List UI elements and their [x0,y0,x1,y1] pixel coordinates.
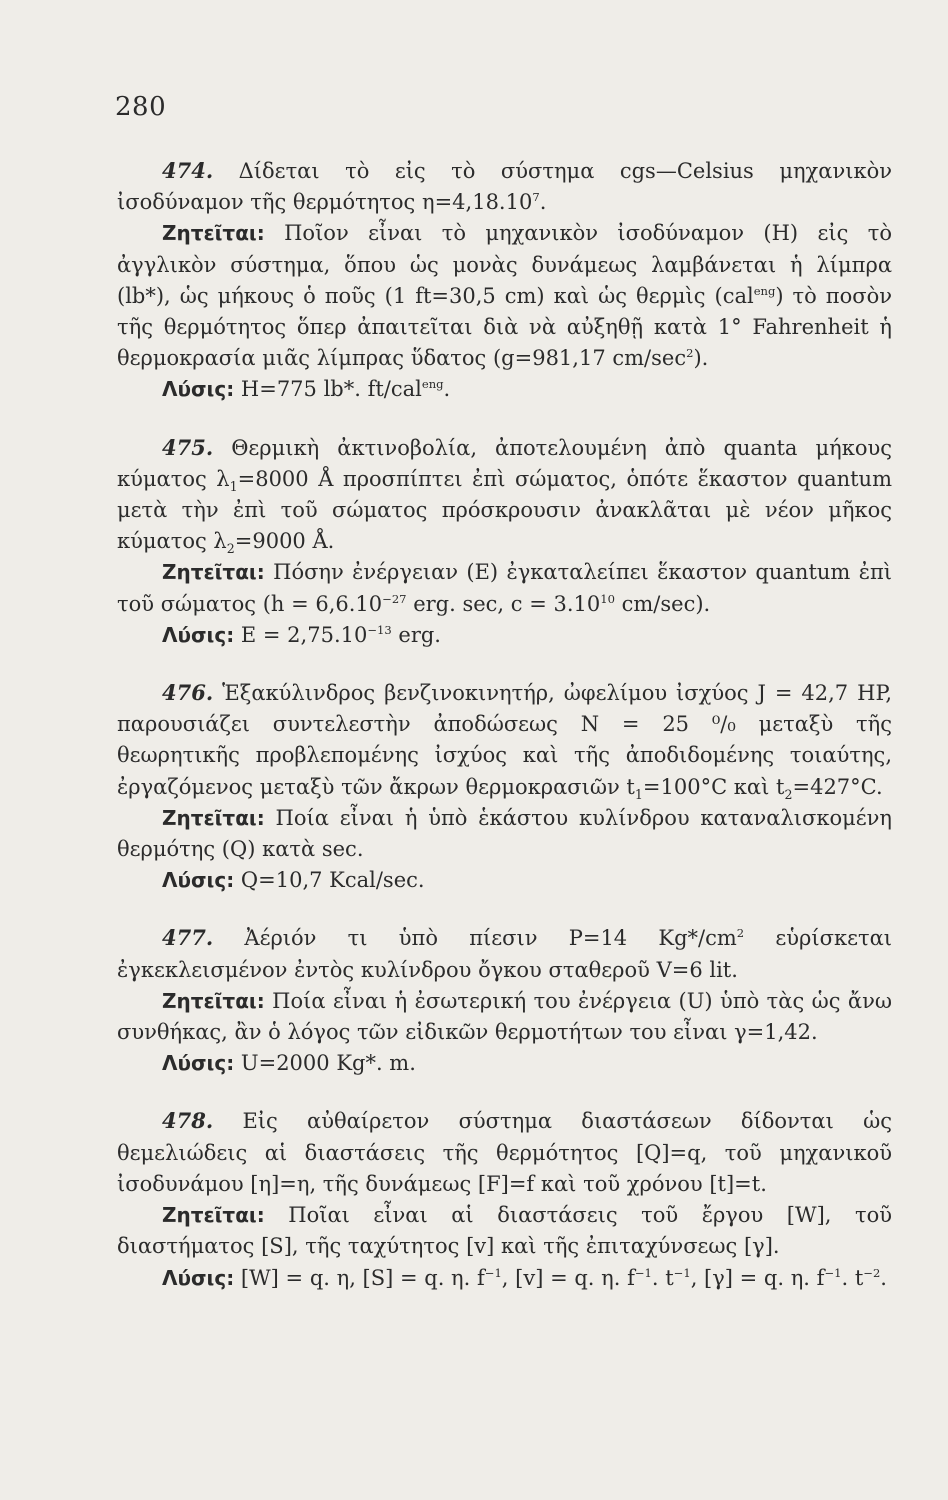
question-label: Ζητεῖται: [162,988,265,1013]
question-label: Ζητεῖται: [162,221,265,246]
problem-question: Ζητεῖται: Ποία εἶναι ἡ ἐσωτερική του ἐνέργεια (U) ὑπὸ τὰς ὡς ἄνω συνθήκας, ἂν ὁ λόγος τῶν εἰδικῶν θερμοτήτων του εἶναι γ=1,42. [117,988,892,1045]
problem-question: Ζητεῖται: Πόσην ἐνέργειαν (E) ἐγκαταλείπει ἕκαστον quantum ἐπὶ τοῦ σώματος ($h = 6,6.10^{-27}$ erg. sec, $c = 3.10^{10}$ cm/sec). [117,560,893,616]
problem-solution: Λύσις: H=775 lb*. ft/cal$^{eng}$. [162,377,451,402]
problem-question: Ζητεῖται: Ποῖον εἶναι τὸ μηχανικὸν ἰσοδύναμον (Η) εἰς τὸ ἀγγλικὸν σύστημα, ὅπου ὡς μονὰς δυνάμεως λαμβάνεται ἡ λίμπρα (lb*), ὡς μήκους ὁ ποῦς (1 ft=30,5 cm) καὶ ὡς θερμὶς (cal$^{eng}$) τὸ ποσὸν τῆς θερμότητος ὅπερ ἀπαιτεῖται διὰ νὰ αὐξηθῇ κατὰ 1° Fahrenheit ἡ θερμοκρασία μιᾶς λίμπρας ὕδατος (g=981,17 $cm/\sec^2$). [117,221,892,371]
page-body [117,155,892,1294]
problem-question: Ζητεῖται: Ποῖαι εἶναι αἱ διαστάσεις τοῦ ἔργου [W], τοῦ διαστήματος [S], τῆς ταχύτητος [v] καὶ τῆς ἐπιταχύνσεως [γ]. [117,1203,893,1259]
problem-solution: Λύσις: Q=10,7 Kcal/sec. [162,868,425,893]
problem-statement: 475. Θερμικὴ ἀκτινοβολία, ἀποτελουμένη ἀπὸ quanta μήκους κύματος $\lambda_1=8000$ Å προσπίπτει ἐπὶ σώματος, ὁπότε ἕκαστον quantum μετὰ τὴν ἐπὶ τοῦ σώματος πρόσκρουσιν ἀνακλᾶται μὲ νέον μῆκος κύματος $\lambda_2=9000$ Å. [117,434,892,557]
problem-solution: Λύσις: [W] = q. η, [S] = q. η. $f^{-1}$, [v] = q. η. $f^{-1}$. $t^{-1}$, [γ] = q. η. $f^{-1}$. $t^{-2}$. [162,1265,887,1290]
solution-label: Λύσις: [162,868,235,893]
problem-statement: 478. Εἰς αὐθαίρετον σύστημα διαστάσεων δίδονται ὡς θεμελιώδεις αἱ διαστάσεις τῆς θερμότητος [Q]=q, τοῦ μηχανικοῦ ἰσοδυνάμου [η]=η, τῆς δυνάμεως [F]=f καὶ τοῦ χρόνου [t]=t. [117,1108,892,1196]
question-label: Ζητεῖται: [162,1203,265,1228]
problem-question: Ζητεῖται: Ποία εἶναι ἡ ὑπὸ ἑκάστου κυλίνδρου καταναλισκομένη θερμότης (Q) κατὰ sec. [117,805,892,862]
solution-label: Λύσις: [162,377,235,402]
problem-477 [117,922,892,1079]
problem-number: 478. [162,1108,214,1134]
solution-label: Λύσις: [162,1265,235,1290]
problem-number: 477. [162,925,214,951]
solution-label: Λύσις: [162,622,235,647]
solution-label: Λύσις: [162,1051,235,1076]
problem-statement: 474. Δίδεται τὸ εἰς τὸ σύστημα cgs—Celsius μηχανικὸν ἰσοδύναμον τῆς θερμότητος $\eta=4,18.10^7$. [117,158,892,215]
question-label: Ζητεῖται: [162,805,265,830]
problem-solution: Λύσις: U=2000 Kg*. m. [162,1051,416,1076]
question-label: Ζητεῖται: [162,560,265,585]
problem-476 [117,677,892,896]
problem-statement: 476. Ἑξακύλινδρος βενζινοκινητήρ, ὠφελίμου ἰσχύος J = 42,7 HP, παρουσιάζει συντελεστὴν ἀποδώσεως N = 25 ⁰/₀ μεταξὺ τῆς θεωρητικῆς προβλεπομένης ἰσχύος καὶ τῆς ἀποδιδομένης τοιαύτης, ἐργαζόμενος μεταξὺ τῶν ἄκρων θερμοκρασιῶν $t_1=100^\circ C$ καὶ $t_2=427^\circ C$. [117,680,892,802]
problem-number: 474. [162,158,214,183]
problem-number: 475. [162,434,214,460]
problem-475 [117,432,892,651]
problem-number: 476. [162,680,214,706]
page-number: 280 [115,92,167,122]
problem-478 [117,1105,892,1293]
problem-statement: 477. Ἀέριόν τι ὑπὸ πίεσιν P=14 $Kg*/cm^2$ εὑρίσκεται ἐγκεκλεισμένον ἐντὸς κυλίνδρου ὄγκου σταθεροῦ V=6 lit. [117,925,892,982]
problem-474 [117,155,892,406]
problem-solution: Λύσις: $E = 2,75.10^{-13}$ erg. [162,622,441,647]
